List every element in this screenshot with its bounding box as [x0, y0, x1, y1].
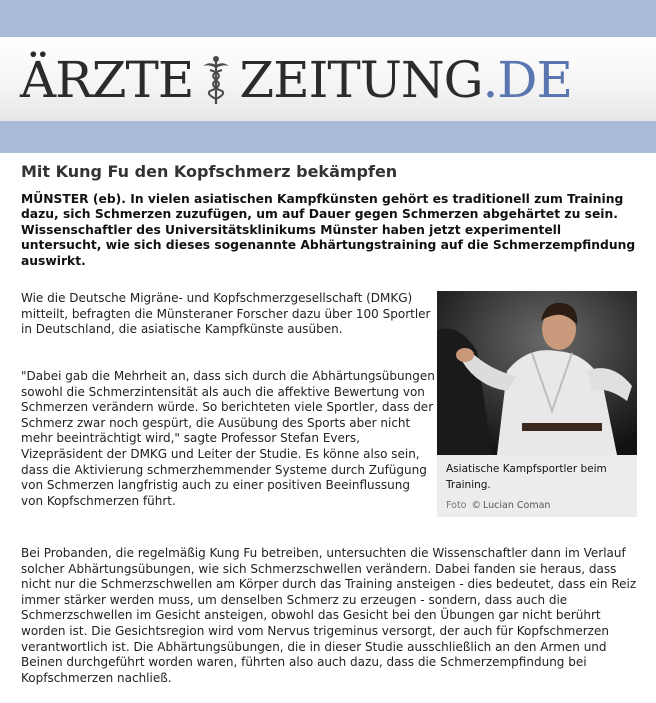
- article-paragraph-2: "Dabei gab die Mehrheit an, dass sich durch die Abhärtungsübungen sowohl die Schmerzintensität als auch die affektive Bewertung von Schmerzen verändern würde. So berichteten viele Sportler, dass der Schmerz zwar noch gespürt, die Ausübung des Sports aber nicht mehr beeinträchtigt wird," sagte Professor Stefan Evers, Vizepräsident der DMKG und Leiter der Studie. Es könne also sein, dass die Aktivierung schmerzhemmender Systeme durch Zufügung von Schmerzen langfristig auch zu einer positiven Beeinflussung von Kopfschmerzen führt.: [21, 369, 435, 508]
- nav-bar: [0, 121, 656, 153]
- article-paragraph-1: Wie die Deutsche Migräne- und Kopfschmerzgesellschaft (DMKG) mitteilt, befragten die Münsteraner Forscher dazu über 100 Sportler in Deutschland, die asiatische Kampfkünste ausüben.: [21, 291, 431, 337]
- copyright-symbol: ©: [471, 500, 482, 511]
- site-logo[interactable]: [20, 51, 572, 109]
- lead-dateline: MÜNSTER (eb).: [21, 192, 126, 206]
- logo-domain-suffix: .DE: [482, 51, 573, 109]
- lead-text: In vielen asiatischen Kampfkünsten gehört es traditionell zum Training dazu, sich Schmerzen zuzufügen, um auf Dauer gegen Schmerzen abgehärtet zu sein. Wissenschaftler des Universitätsklinikums Münster haben jetzt experimentell untersucht, wie sich dieses sogenannte Abhärtungstraining auf die Schmerzempfindung auswirkt.: [21, 192, 636, 268]
- article-paragraph-3: Bei Probanden, die regelmäßig Kung Fu betreiben, untersuchten die Wissenschaftler dann im Verlauf solcher Abhärtungsübungen, wie sich Schmerzschwellen verändern. Dabei fanden sie heraus, dass nicht nur die Schmerzschwellen am Körper durch das Training ansteigen - dies bedeutet, dass ein Reiz immer stärker werden muss, um denselben Schmerz zu erzeugen - sondern, dass auch die Schmerzschwellen im Gesicht ansteigen, obwohl das Gesicht bei den Übungen gar nicht berührt worden ist. Die Gesichtsregion wird vom Nervus trigeminus versorgt, der auch für Kopfschmerzen verantwortlich ist. Die Abhärtungsübungen, die in dieser Studie ausschließlich an den Armen und Beinen durchgeführt worden waren, führten also auch dazu, dass die Schmerzempfindung bei Kopfschmerzen nachließ.: [21, 546, 637, 685]
- article-title: Mit Kung Fu den Kopfschmerz bekämpfen: [21, 162, 398, 181]
- credit-name: Lucian Coman: [483, 500, 551, 511]
- article-lead: [21, 192, 639, 269]
- logo-word-zeitung: ZEITUNG: [239, 51, 483, 109]
- article-photo[interactable]: [437, 291, 637, 455]
- caduceus-icon: [199, 54, 233, 106]
- photo-box: [437, 291, 637, 517]
- credit-label: Foto: [446, 500, 467, 511]
- logo-word-aerzte: ÄRZTE: [20, 51, 194, 109]
- top-bar: [0, 0, 656, 37]
- photo-credit: [446, 500, 550, 511]
- photo-caption: Asiatische Kampfsportler beim Training.: [446, 463, 607, 491]
